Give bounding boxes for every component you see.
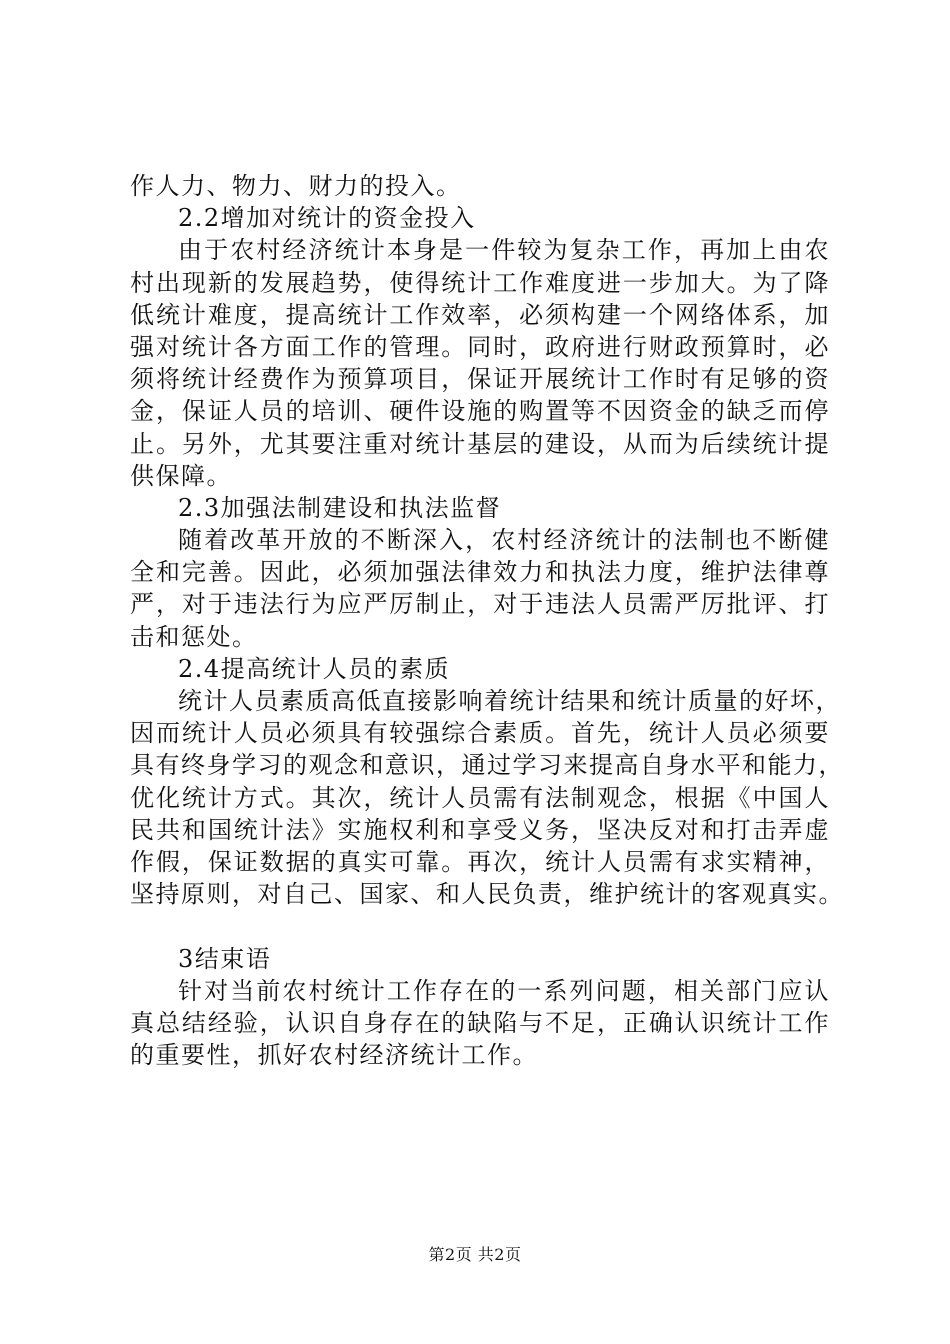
paragraph-line: 严，对于违法行为应严厉制止，对于违法人员需严厉批评、打 [130,590,830,619]
section-heading-2-2: 2.2增加对统计的资金投入 [178,204,476,233]
section-heading-2-3: 2.3加强法制建设和执法监督 [178,493,502,522]
blank-line [130,910,830,942]
paragraph-line: 针对当前农村统计工作存在的一系列问题，相关部门应认 [178,976,830,1005]
paragraph-line: 作假，保证数据的真实可靠。再次，统计人员需有求实精神， [130,847,830,876]
paragraph-line: 止。另外，尤其要注重对统计基层的建设，从而为后续统计提 [130,429,830,458]
paragraph-line: 统计人员素质高低直接影响着统计结果和统计质量的好坏， [178,687,841,715]
paragraph-line: 具有终身学习的观念和意识，通过学习来提高自身水平和能力， [130,751,844,780]
page-number-footer: 第2页 共2页 [428,1245,522,1264]
paragraph-line: 须将统计经费作为预算项目，保证开展统计工作时有足够的资 [130,365,830,394]
paragraph-line: 强对统计各方面工作的管理。同时，政府进行财政预算时，必 [130,332,830,361]
paragraph-line: 作人力、物力、财力的投入。 [130,172,462,200]
section-heading-3: 3结束语 [178,944,272,973]
paragraph-line: 由于农村经济统计本身是一件较为复杂工作，再加上由农 [178,236,830,265]
paragraph-line: 因而统计人员必须具有较强综合素质。首先，统计人员必须要 [130,719,830,748]
paragraph-line: 随着改革开放的不断深入，农村经济统计的法制也不断健 [178,526,830,555]
paragraph-line: 民共和国统计法》实施权利和享受义务，坚决反对和打击弄虚 [130,815,830,844]
paragraph-line: 全和完善。因此，必须加强法律效力和执法力度，维护法律尊 [130,558,830,587]
paragraph-line: 击和惩处。 [130,622,258,651]
document-body [130,170,844,1071]
paragraph-line: 低统计难度，提高统计工作效率，必须构建一个网络体系，加 [130,300,830,329]
paragraph-line: 村出现新的发展趋势，使得统计工作难度进一步加大。为了降 [130,268,830,297]
section-heading-2-4: 2.4提高统计人员的素质 [178,654,451,683]
paragraph-line: 坚持原则，对自己、国家、和人民负责，维护统计的客观真实。 [130,880,844,909]
paragraph-line: 供保障。 [130,461,232,490]
paragraph-line: 优化统计方式。其次，统计人员需有法制观念，根据《中国人 [130,783,830,812]
paragraph-line: 金，保证人员的培训、硬件设施的购置等不因资金的缺乏而停 [130,397,830,426]
paragraph-line: 的重要性，抓好农村经济统计工作。 [130,1041,538,1070]
paragraph-line: 真总结经验，认识自身存在的缺陷与不足，正确认识统计工作 [130,1008,830,1037]
